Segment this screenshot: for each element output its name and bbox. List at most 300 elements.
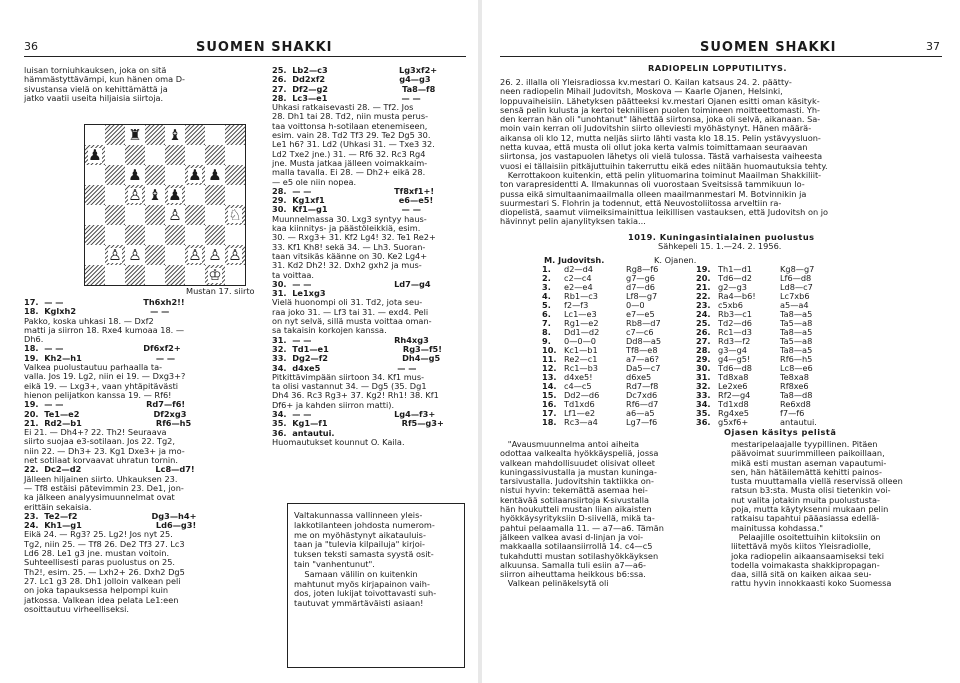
text-line: päävoimat suurimmilleen paikoillaan, [731,448,885,459]
board-square [165,205,185,225]
board-square [185,265,205,285]
board-square [225,125,245,145]
tournament-title: 1019. Kuningasintialainen puolustus [628,232,815,242]
text-line: moin vain kerran oli Judovitshin siirto olleviesti myöhästynyt. Hänen määrä- [500,123,812,134]
move-cell: Dd2—d6 [564,390,600,400]
board-square [145,205,165,225]
text-line: nut valita jotakin muita puolustusta- [731,494,880,505]
move-cell: Dd8—a5 [626,336,662,346]
move-cell: 35. [696,408,711,418]
move-cell: d6xe5 [626,372,652,382]
text-line: 31. Le1xg3 [272,288,326,299]
text-line: ka jälkeen analyysimuunnelmat ovat [24,492,175,503]
move-cell: Lf6—d8 [780,273,812,283]
section-title: RADIOPELIN LOPPUTILITYS. [648,63,787,73]
move-cell: 1. [542,264,551,274]
move-cell: 9. [542,336,551,346]
move-cell: Rg8—f6 [626,264,659,274]
move-cell: Re2—c1 [564,354,598,364]
text-line: mahtunut myös kirjapainon vaih- [294,578,430,589]
text-line: osoittautuu virheelliseksi. [24,603,129,614]
move-cell: 12. [542,363,557,373]
game-moves-table [542,265,840,427]
board-square [125,205,145,225]
text-line: tautuvat ymmärtäväisti asiaan! [294,598,424,609]
move-cell: Th1—d1 [718,264,752,274]
move-cell: 14. [542,381,557,391]
chess-piece-icon: ♔ [208,265,222,284]
text-line: Ei 21. — Dh4+? 22. Th2! Seuraava [24,427,167,438]
move-cell: 22. [696,291,711,301]
text-line: hävinnyt pelin ajanylityksen takia... [500,216,646,227]
board-square [165,225,185,245]
text-line: mikä esti mustan aseman vapautumi- [731,457,887,468]
notes-left [500,440,664,589]
move-cell: 27. [696,336,711,346]
move-cell: Lf1—e2 [564,408,596,418]
move-cell: Rf6—d7 [626,399,659,409]
page-number-left: 36 [24,40,38,53]
chess-piece-icon: ♜ [128,125,142,144]
text-line: raa joko 31. — Lf3 tai 31. — exd4. Peli [272,306,429,317]
board-square [145,125,165,145]
text-line: Ld6 28. Le1 g3 jne. mustan voitoin. [24,548,170,559]
move-cell: Ta8—d8 [780,390,813,400]
board-square [165,265,185,285]
text-line: Df6+ ja kahden siirron matti). [272,399,395,410]
move-cell: Rg1—e2 [564,318,599,328]
chess-piece-icon: ♟ [188,165,202,184]
board-square [165,185,185,205]
move-cell: 26. [696,327,711,337]
text-line: tusta muuttamalla viellä reservissä olleen [731,476,903,487]
move-cell: Td8xa8 [718,372,749,382]
board-square [205,165,225,185]
text-line: ta voittaa. [272,269,315,280]
text-line: 33. Dg2—f2 Dh4—g5 [272,353,441,364]
move-cell: Ta8—a5 [780,309,813,319]
text-line: suurmestari S. Flohrin ja todennut, että Neuvostoliitossa arveltiin ra- [500,197,782,208]
move-cell: Dc7xd6 [626,390,658,400]
move-cell: c4—c5 [564,381,592,391]
text-line: pussa eikä simultaanimaailmalla olleen maailmanmestari M. Botvinnikin ja [500,188,807,199]
text-line: Pelaajille osoitettuihin kiitoksiin on [731,531,881,542]
move-cell: c5xb6 [718,300,743,310]
text-line: Suhteellisesti paras puolustus on 25. [24,557,176,568]
text-line: Pitkittävimpään siirtoon 34. Kf1 mus- [272,371,425,382]
text-line: sa takaisin korkojen kanssa. [272,325,387,336]
page-number-right: 37 [926,40,940,53]
text-line: eikä 19. — Lxg3+, vaan yhtäpitävästi [24,380,179,391]
tournament-subtitle: Sähkepeli 15. 1.—24. 2. 1956. [658,241,782,251]
text-line: malla tavalla. Ei 28. — Dh2+ eikä 28. [272,167,426,178]
text-line: valkean mahdollisuudet olisivat olleet [500,457,655,468]
move-cell: 0—0—0 [564,336,597,346]
board-square [205,125,225,145]
board-square [145,265,165,285]
text-line: Huomautukset kounnut O. Kaila. [272,436,405,447]
board-square [165,125,185,145]
text-line: jatko vaatii useita hiljaisia siirtoja. [24,92,164,103]
text-line: netta kuvaa, että musta oli ollut joka kerta valmis toimittamaan seuraavan [500,142,808,153]
move-cell: Le2xe6 [718,381,748,391]
text-line: tuksen teksti samasta syystä osit- [294,549,434,560]
board-square [225,265,245,285]
move-cell: Ta5—a8 [780,318,813,328]
text-line: taan ja "tulevia kilpailuja" kirjoi- [294,539,425,550]
move-cell: d2—d4 [564,264,594,274]
move-cell: 11. [542,354,557,364]
text-line: pahtui pelaamalla 11. — a7—a6. Tämän [500,522,664,533]
board-square [205,185,225,205]
move-cell: d7—d6 [626,282,656,292]
text-line: 28. — — Tf8xf1+! [272,185,435,196]
text-line: tarsivustalla. Judovitshin taktiikka on- [500,476,654,487]
move-cell: g3—g4 [718,345,748,355]
text-line: 27. Lc1 g3 28. Dh1 jolloin valkean peli [24,575,181,586]
board-square [185,125,205,145]
move-cell: 34. [696,399,711,409]
move-cell: a5—a4 [780,300,809,310]
move-cell: 4. [542,291,551,301]
board-square [145,145,165,165]
move-cell: 30. [696,363,711,373]
move-cell: a7—a6? [626,354,659,364]
move-cell: 31. [696,372,711,382]
text-line: — e5 ole niin nopea. [272,176,357,187]
text-line: todella voimakasta shakkipropagan- [731,559,880,570]
text-line: 22. Dc2—d2 Lc8—d7! [24,464,195,475]
text-line: kaa kiinnitys- ja päästöleikkiä, esim. [272,223,421,234]
text-line: ratsun b3:sta. Musta olisi tietenkin voi- [731,485,891,496]
text-line: sensä pelin kulusta ja kertoi tekniilisen puolen toimineen moitteettomasti. Yh- [500,104,820,115]
board-square [105,125,125,145]
board-square [85,125,105,145]
board-square [185,225,205,245]
move-cell: Rb8—d7 [626,318,661,328]
move-cell: Rc1—d3 [718,327,752,337]
text-line: nistui hyvin: tekemättä asemaa hei- [500,485,648,496]
move-cell: 36. [696,417,711,427]
board-square [85,265,105,285]
move-cell: Rd7—f8 [626,381,659,391]
move-cell: Te8xa8 [780,372,809,382]
board-square [205,145,225,165]
text-line: 30. — Rxg3+ 31. Kf2 Lg4! 32. Te1 Re2+ [272,232,436,243]
text-line: liitettävä myös kiitos Yleisradiolle, [731,541,871,552]
text-line: hienon pelijatkon kanssa 19. — Rf6! [24,389,172,400]
text-line: Le1 h6? 31. Ld2 (Uhkasi 31. — Txe3 32. [272,139,435,150]
text-line: odottaa valkealta hyökkäyspeliä, jossa [500,448,659,459]
board-square [125,265,145,285]
text-line: daa, sillä sitä on kaiken aikaa seu- [731,569,872,580]
move-cell: Kg8—g7 [780,264,815,274]
board-square [205,205,225,225]
text-line: 28. Dh1 tai 28. Td2, niin musta perus- [272,111,429,122]
move-cell: 19. [696,264,711,274]
text-line: jatkossa. Valkean idea pelata Le1:een [24,594,179,605]
text-line: 18. Kglxh2 — — [24,306,170,317]
text-line: tain "vanhentunut". [294,558,375,569]
black-player: K. Ojanen. [654,255,697,265]
text-line: lakkotilanteen johdosta numerom- [294,519,435,530]
move-cell: f7—f6 [780,408,805,418]
text-line: Dh6. [24,334,44,345]
text-line: mestaripelaajalle tyypillinen. Pitäen [731,439,878,449]
text-line: erittäin sekaisia. [24,501,92,512]
move-cell: Lc7xb6 [780,291,810,301]
text-line: 30. — — Ld7—g4 [272,278,431,289]
white-player: M. Judovitsh. [544,255,605,265]
text-line: net sotilaat korvaavat uhratun tornin. [24,455,178,466]
board-square [205,265,225,285]
board-square [105,245,125,265]
board-square [105,225,125,245]
text-line: 26. Dd2xf2 g4—g3 [272,74,431,85]
move-cell: Td1xd8 [718,399,749,409]
text-line: loppuvaiheisiin. Lähetyksen päätteeksi kv.mestari Ojanen esitti oman käsityk- [500,95,820,106]
text-line: 20. Te1—e2 Df2xg3 [24,408,187,419]
move-cell: Ra4—b6! [718,291,756,301]
board-square [185,205,205,225]
move-cell: g5xf6+ [718,417,749,427]
text-line: alkuunsa. Samalla tuli esiin a7—a6- [500,559,647,570]
board-square [185,185,205,205]
text-line: 26. 2. illalla oli Yleisradiossa kv.mestari O. Kailan katsaus 24. 2. päätty- [500,77,792,87]
move-cell: Rf8xe6 [780,381,809,391]
text-line: 21. Rd2—b1 Rf6—h5 [24,417,192,428]
text-line: diopelistä, saamut viimeiksimainittua leikillisen vastauksen, että Judovitsh on jo [500,207,829,218]
text-line: Muunnelmassa 30. Lxg3 syntyy haus- [272,213,427,224]
notice-text [294,511,436,609]
move-cell: e2—e4 [564,282,593,292]
intro-text [500,78,828,227]
move-cell: Ld8—c7 [780,282,813,292]
chess-piece-icon: ♙ [108,245,122,264]
board-square [85,205,105,225]
board-square [225,185,245,205]
text-line: 24. Kh1—g1 Ld6—g3! [24,520,197,531]
text-line: 18. — — Df6xf2+ [24,343,181,354]
text-line: 35. Kg1—f1 Rf5—g3+ [272,418,444,429]
board-square [125,125,145,145]
board-square [85,245,105,265]
chess-piece-icon: ♙ [188,245,202,264]
text-line: 30. Kf1—g1 — — [272,204,421,215]
notice-box [287,503,465,668]
move-cell: 32. [696,381,711,391]
text-line: niin 22. — Dh3+ 23. Kg1 Dxe3+ ja mo- [24,445,185,456]
board-square [125,245,145,265]
chess-piece-icon: ♟ [128,165,142,184]
text-line: 31. Kd2 Dh2! 32. Dxh2 gxh2 ja mus- [272,260,422,271]
move-cell: d4xe5! [564,372,593,382]
move-cell: 16. [542,399,557,409]
text-line: Valkea puolustautuu parhaalla ta- [24,362,163,373]
chess-piece-icon: ♙ [228,245,242,264]
chess-diagram [84,124,246,286]
text-line: vuosi ei tällaisiin pitkäjuttuihin takerruttu eikä edes niitään huomautuksia tehty. [500,160,828,171]
move-cell: Ta8—a5 [780,327,813,337]
move-cell: c2—c4 [564,273,592,283]
text-line: 17. — — Th6xh2!! [24,297,185,307]
move-cell: Da5—c7 [626,363,661,373]
board-square [225,205,245,225]
text-line: Uhkasi ratkaisevasti 28. — Tf2. Jos [272,102,414,113]
board-square [145,165,165,185]
move-cell: Rf6—h5 [780,354,813,364]
text-line: valla. Jos 19. Lg2, niin ei 19. — Dxg3+? [24,371,186,382]
text-line: sen, hän hätäilemättä kehitti painos- [731,466,882,477]
move-cell: Rc1—b3 [564,363,598,373]
board-square [225,145,245,165]
board-square [105,145,125,165]
text-line: taan vitsikäs käänne on 30. Ke2 Lg4+ [272,250,428,261]
chess-piece-icon: ♟ [88,145,102,164]
move-cell: 20. [696,273,711,283]
move-cell: 2. [542,273,551,283]
move-cell: f2—f3 [564,300,589,310]
move-cell: 21. [696,282,711,292]
text-line: 19. Kh2—h1 — — [24,352,176,363]
text-line: 36. antautui. [272,427,335,438]
board-square [105,265,125,285]
text-line: sivustansa vielä on kehittämättä ja [24,83,168,94]
move-cell: Dd1—d2 [564,327,600,337]
text-line: esim. vain 28. Td2 Tf3 29. Te2 Dg5 30. [272,130,431,141]
text-line: 34. d4xe5 — — [272,362,417,373]
move-cell: 8. [542,327,551,337]
move-cell: 13. [542,372,557,382]
col1-intro [24,66,185,103]
move-cell: Td1xd6 [564,399,595,409]
text-line: ton varapresidentti A. Ilmakunnas oli vuorostaan Sveitsissä tammikuun lo- [500,179,805,190]
move-cell: Td6—d2 [718,273,753,283]
board-square [85,225,105,245]
text-line: Eikä 24. — Rg3? 25. Lg2! Jos nyt 25. [24,529,173,540]
move-cell: Re6xd8 [780,399,811,409]
move-cell: Rg4xe5 [718,408,749,418]
text-line: 28. Lc3—e1 — — [272,92,421,103]
text-line: dos, joten lukijat toivottavasti suh- [294,588,437,599]
chess-piece-icon: ♝ [168,125,182,144]
board-square [105,185,125,205]
move-cell: g4—g5! [718,354,751,364]
text-line: Pakko, koska uhkasi 18. — Dxf2 [24,315,154,326]
text-line: mainitussa kohdassa." [731,522,824,533]
text-line: Th2!, esim. 25. — Lxh2+ 26. Dxh2 Dg5 [24,566,185,577]
header-rule-left [24,56,466,57]
chess-piece-icon: ♙ [168,205,182,224]
text-line: 23. Te2—f2 Dg3—h4+ [24,510,197,521]
text-line: siirtonsa, jos vastapuolen lähetys oli vielä tulossa. Tästä varhaisesta vaiheesta [500,151,823,162]
board-square [205,245,225,265]
board-square [125,225,145,245]
chess-piece-icon: ♟ [168,185,182,204]
move-cell: Kc1—b1 [564,345,598,355]
board-square [145,185,165,205]
board-square [145,245,165,265]
move-cell: 6. [542,309,551,319]
text-line: Valkean pelinäkelsytä oli [500,578,609,589]
board-square [105,205,125,225]
move-cell: Rc3—a4 [564,417,598,427]
move-cell: Td2—d6 [718,318,753,328]
move-cell: g7—g6 [626,273,656,283]
board-square [85,145,105,165]
move-cell: 15. [542,390,557,400]
chess-piece-icon: ♙ [128,245,142,264]
text-line: 33. Kf1 Kh8! sekä 34. — Lh3. Suoran- [272,241,426,252]
board-square [165,145,185,165]
text-line: Valtakunnassa vallinneen yleis- [294,510,423,520]
text-line: siirto suojaa e3-sotilaan. Jos 22. Tg2, [24,436,175,447]
text-line: Tg2, niin 25. — Tf8 26. De2 Tf3 27. Lc3 [24,538,185,549]
move-cell: Rb3—c1 [718,309,752,319]
text-line: kentävää sotilaansiirtoja K-sivustalla [500,494,650,505]
move-cell: antautui. [780,417,817,427]
text-line: joka radiopelin aikaansaamiseksi teki [731,550,885,561]
header-rule-right [500,56,942,57]
text-line: makkaalla sotilaansiirrollä 14. c4—c5 [500,541,653,552]
col2-moves [272,66,444,447]
move-row [542,418,840,427]
text-line: Ld2 Txe2 jne.) 31. — Rf6 32. Rc3 Rg4 [272,148,426,159]
text-line: aikansa oli klo 12, mutta neljäs siirto lähti vasta klo 18.15. Pelin ystävyysluon- [500,132,821,143]
board-square [185,145,205,165]
text-line: Jälleen hiljainen siirto. Uhkauksen 23. [24,473,178,484]
text-line: 32. Td1—e1 Rg3—f5! [272,343,442,354]
move-cell: 3. [542,282,551,292]
move-cell: Ta8—a5 [780,345,813,355]
text-line: taa voittonsa h-sotilaan etenemiseen, [272,120,428,131]
text-line: hämmästyttävämpi, kun hänen oma D- [24,74,186,85]
text-line: den kerran hän oli "unohtanut" lähettää siirtonsa, joka oli selvä, aikanaan. Sa- [500,114,821,125]
move-cell: 24. [696,309,711,319]
move-cell: Ta5—a8 [780,336,813,346]
text-line: luisan torniuhkauksen, joka on sitä [24,65,167,75]
board-square [205,225,225,245]
text-line: 29. Kg1xf1 e6—e5! [272,195,434,206]
text-line: siirron aiheuttama heikkous b6:ssa. [500,569,646,580]
board-square [165,165,185,185]
text-line: jne. Musta jatkaa jälleen voimakkaim- [272,157,428,168]
chess-piece-icon: ♙ [128,185,142,204]
move-cell: 33. [696,390,711,400]
col1-moves [24,298,196,614]
text-line: tukahdutti mustan sotilashyökkäyksen [500,550,659,561]
move-cell: Rd3—f2 [718,336,751,346]
move-cell: Rf2—g4 [718,390,751,400]
running-header-right: SUOMEN SHAKKI [700,40,837,55]
text-line: 19. — — Rd7—f6! [24,399,186,410]
diagram-caption: Mustan 17. siirto [186,286,255,296]
text-line: rattu hyvin innokkaasti koko Suomessa [731,578,892,589]
board-square [185,245,205,265]
text-line: 25. Lb2—c3 Lg3xf2+ [272,65,438,75]
running-header-left: SUOMEN SHAKKI [196,40,333,55]
board-square [225,165,245,185]
board-square [225,225,245,245]
chess-piece-icon: ♙ [208,245,222,264]
text-line: Kerrottakoon kuitenkin, että pelin ylituomarina toiminut Maailman Shakkiliit- [500,169,822,180]
text-line: hyökkäysyrityksiin D-siivellä, mikä ta- [500,513,655,524]
chess-piece-icon: ♝ [148,185,162,204]
move-cell: 7. [542,318,551,328]
text-line: Vielä huonompi oli 31. Td2, jota seu- [272,297,423,308]
notes-title: Ojasen käsitys pelistä [724,427,837,437]
text-line: jälkeen valkea avasi d-linjan ja voi- [500,531,644,542]
